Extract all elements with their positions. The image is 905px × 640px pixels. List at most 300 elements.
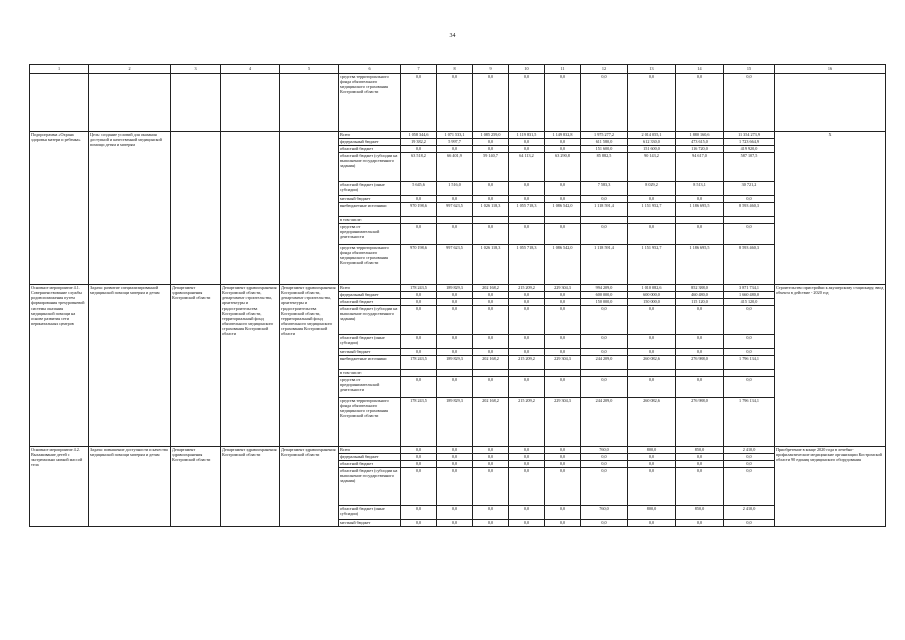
amount-cell: 0,0: [676, 349, 724, 356]
amount-cell: 1 796 134,1: [724, 356, 775, 370]
funding-source-label: Всего: [339, 447, 401, 454]
amount-cell: 0,0: [581, 454, 628, 461]
header-cell: 2: [89, 65, 171, 74]
amount-cell: 0,0: [628, 520, 676, 527]
header-cell: 7: [401, 65, 437, 74]
amount-cell: 0,0: [473, 468, 509, 506]
block-result-cell: X: [775, 132, 886, 285]
funding-source-label: средства территориального фонда обязательного медицинского страхования Костромской области: [339, 398, 401, 447]
amount-cell: [581, 370, 628, 377]
funding-source-label: Всего: [339, 132, 401, 139]
amount-cell: 0,0: [545, 454, 581, 461]
block-result-cell: Приобретение в конце 2020 года в лечебно-профилактические медицинские организации Костромской области 90 единиц медицинского оборудования: [775, 447, 886, 527]
funding-source-label: федеральный бюджет: [339, 292, 401, 299]
amount-cell: 0,0: [545, 377, 581, 398]
amount-cell: 0,0: [676, 454, 724, 461]
amount-cell: 0,0: [676, 74, 724, 132]
amount-cell: 64 113,2: [509, 153, 545, 182]
amount-cell: 151 600,0: [628, 146, 676, 153]
amount-cell: 0,0: [628, 335, 676, 349]
amount-cell: 244 209,0: [581, 356, 628, 370]
amount-cell: 0,0: [628, 454, 676, 461]
amount-cell: 0,0: [473, 447, 509, 454]
amount-cell: 0,0: [401, 506, 437, 520]
header-cell: 11: [545, 65, 581, 74]
amount-cell: 0,0: [473, 377, 509, 398]
amount-cell: 276 988,0: [676, 356, 724, 370]
amount-cell: 1 151 952,7: [628, 245, 676, 285]
page-number: 34: [449, 33, 456, 39]
amount-cell: 0,0: [581, 349, 628, 356]
amount-cell: 0,0: [676, 224, 724, 245]
table-row: [30, 447, 886, 454]
block-col5-cell: Департамент здравоохранения Костромской области, департамент строительства, архитектуры и градостроительства Костромской области, территориальный фонд обязательного медицинского страхования Костромской области: [280, 285, 339, 447]
amount-cell: [676, 370, 724, 377]
amount-cell: 850,0: [676, 506, 724, 520]
funding-source-label: федеральный бюджет: [339, 139, 401, 146]
amount-cell: 1 723 664,9: [724, 139, 775, 146]
amount-cell: 2 410,0: [724, 506, 775, 520]
amount-cell: 1 055 718,3: [509, 245, 545, 285]
amount-cell: 150 000,0: [628, 299, 676, 306]
amount-cell: 116 720,0: [676, 146, 724, 153]
table-row: [30, 74, 886, 132]
funding-source-label: местный бюджет: [339, 349, 401, 356]
amount-cell: 0,0: [628, 461, 676, 468]
amount-cell: 1 975 277,2: [581, 132, 628, 139]
amount-cell: 1 880 160,6: [676, 132, 724, 139]
amount-cell: 600 000,0: [581, 292, 628, 299]
amount-cell: 1 055 718,3: [509, 203, 545, 217]
amount-cell: 0,0: [473, 306, 509, 335]
amount-cell: 0,0: [724, 335, 775, 349]
block-col5-cell: [280, 132, 339, 285]
amount-cell: 1 186 695,5: [676, 245, 724, 285]
amount-cell: 178 243,5: [401, 285, 437, 292]
amount-cell: 0,0: [581, 468, 628, 506]
amount-cell: 0,0: [401, 292, 437, 299]
amount-cell: 30 721,2: [724, 182, 775, 196]
amount-cell: 0,0: [545, 292, 581, 299]
amount-cell: 0,0: [509, 461, 545, 468]
amount-cell: 1 660 480,0: [724, 292, 775, 299]
amount-cell: [473, 370, 509, 377]
amount-cell: 0,0: [437, 335, 473, 349]
amount-cell: 0,0: [509, 306, 545, 335]
amount-cell: 8 513,1: [676, 182, 724, 196]
funding-source-label: внебюджетные источники: [339, 356, 401, 370]
block-col1-cell: [30, 74, 89, 132]
amount-cell: 0,0: [545, 139, 581, 146]
funding-source-label: местный бюджет: [339, 196, 401, 203]
amount-cell: 0,0: [676, 520, 724, 527]
amount-cell: 8 593 460,3: [724, 203, 775, 217]
block-col2-cell: [89, 74, 171, 132]
amount-cell: 0,0: [628, 349, 676, 356]
amount-cell: 0,0: [724, 461, 775, 468]
amount-cell: 202 168,2: [473, 398, 509, 447]
header-cell: 6: [339, 65, 401, 74]
amount-cell: 11 354 273,9: [724, 132, 775, 139]
header-cell: 12: [581, 65, 628, 74]
amount-cell: [581, 217, 628, 224]
funding-source-label: Всего: [339, 285, 401, 292]
amount-cell: 63 290,8: [545, 153, 581, 182]
amount-cell: 215 209,2: [509, 285, 545, 292]
amount-cell: 0,0: [581, 74, 628, 132]
amount-cell: 0,0: [509, 349, 545, 356]
amount-cell: 94 617,0: [676, 153, 724, 182]
amount-cell: 1 151 952,7: [628, 203, 676, 217]
amount-cell: 0,0: [401, 468, 437, 506]
amount-cell: 994 209,0: [581, 285, 628, 292]
block-col2-cell: Цель: создание условий для оказания доступной и качественной медицинской помощи детям и матерям: [89, 132, 171, 285]
block-col5-cell: [280, 74, 339, 132]
amount-cell: [401, 370, 437, 377]
block-col3-cell: Департамент здравоохранения Костромской области: [171, 285, 221, 447]
amount-cell: 0,0: [509, 182, 545, 196]
amount-cell: 215 209,2: [509, 356, 545, 370]
block-result-cell: Строительство пристройки к акушерскому стационару, ввод объекта в действие - 2020 год: [775, 285, 886, 447]
amount-cell: 0,0: [473, 292, 509, 299]
block-col3-cell: Департамент здравоохранения Костромской области: [171, 447, 221, 527]
table-row: [30, 285, 886, 292]
amount-cell: 189 829,3: [437, 356, 473, 370]
budget-table: [29, 64, 886, 527]
amount-cell: 600 000,0: [628, 292, 676, 299]
amount-cell: 0,0: [401, 520, 437, 527]
amount-cell: 0,0: [509, 139, 545, 146]
amount-cell: 0,0: [724, 454, 775, 461]
amount-cell: 1 058 344,6: [401, 132, 437, 139]
table-header-row: [30, 65, 886, 74]
block-col1-cell: Основное мероприятие 4.1. Совершенствование службы родовспоможения путем формирования трехуровневой системы оказания медицинской помощи на основе развития сети перинатальных центров: [30, 285, 89, 447]
amount-cell: 0,0: [545, 196, 581, 203]
funding-source-label: областной бюджет (субсидии на выполнение государственного задания): [339, 153, 401, 182]
funding-source-label: областной бюджет: [339, 299, 401, 306]
amount-cell: 1 026 118,3: [473, 245, 509, 285]
amount-cell: 0,0: [473, 146, 509, 153]
amount-cell: [628, 217, 676, 224]
block-result-cell: [775, 74, 886, 132]
amount-cell: 0,0: [545, 224, 581, 245]
amount-cell: 1 796 134,1: [724, 398, 775, 447]
amount-cell: 0,0: [509, 506, 545, 520]
amount-cell: 0,0: [545, 506, 581, 520]
amount-cell: 0,0: [724, 224, 775, 245]
amount-cell: 0,0: [676, 306, 724, 335]
amount-cell: 0,0: [676, 468, 724, 506]
amount-cell: 1 010 082,6: [628, 285, 676, 292]
amount-cell: 0,0: [437, 454, 473, 461]
amount-cell: 0,0: [628, 468, 676, 506]
amount-cell: [628, 370, 676, 377]
header-cell: 10: [509, 65, 545, 74]
amount-cell: 0,0: [676, 461, 724, 468]
header-cell: 9: [473, 65, 509, 74]
amount-cell: 0,0: [724, 74, 775, 132]
header-cell: 3: [171, 65, 221, 74]
amount-cell: 2 410,0: [724, 447, 775, 454]
header-cell: 1: [30, 65, 89, 74]
header-cell: 14: [676, 65, 724, 74]
amount-cell: 0,0: [724, 349, 775, 356]
amount-cell: 0,0: [545, 74, 581, 132]
amount-cell: 760,0: [581, 447, 628, 454]
amount-cell: [545, 217, 581, 224]
amount-cell: 0,0: [545, 146, 581, 153]
amount-cell: 0,0: [545, 299, 581, 306]
amount-cell: 0,0: [473, 74, 509, 132]
amount-cell: [509, 217, 545, 224]
amount-cell: 0,0: [581, 520, 628, 527]
amount-cell: 150 000,0: [581, 299, 628, 306]
amount-cell: 0,0: [628, 306, 676, 335]
amount-cell: 0,0: [509, 146, 545, 153]
amount-cell: 850,0: [676, 447, 724, 454]
amount-cell: 800,0: [628, 447, 676, 454]
amount-cell: 0,0: [545, 468, 581, 506]
amount-cell: 229 304,3: [545, 398, 581, 447]
amount-cell: 0,0: [437, 349, 473, 356]
block-col2-cell: Задача: развитие специализированной медицинской помощи матерям и детям: [89, 285, 171, 447]
amount-cell: 0,0: [545, 306, 581, 335]
amount-cell: 0,0: [401, 461, 437, 468]
amount-cell: 0,0: [437, 224, 473, 245]
amount-cell: 0,0: [581, 224, 628, 245]
amount-cell: 189 829,3: [437, 285, 473, 292]
amount-cell: 5 997,7: [437, 139, 473, 146]
amount-cell: 0,0: [581, 335, 628, 349]
amount-cell: 970 198,6: [401, 245, 437, 285]
amount-cell: 612 330,0: [628, 139, 676, 146]
amount-cell: 66 401,9: [437, 153, 473, 182]
amount-cell: 189 829,3: [437, 398, 473, 447]
amount-cell: 0,0: [473, 506, 509, 520]
amount-cell: 0,0: [473, 299, 509, 306]
amount-cell: 63 518,2: [401, 153, 437, 182]
amount-cell: 0,0: [437, 74, 473, 132]
amount-cell: 0,0: [509, 74, 545, 132]
amount-cell: 5 645,6: [401, 182, 437, 196]
block-col2-cell: Задача: повышение доступности и качества медицинской помощи матерям и детям: [89, 447, 171, 527]
amount-cell: 229 304,3: [545, 356, 581, 370]
amount-cell: 8 029,2: [628, 182, 676, 196]
header-cell: 8: [437, 65, 473, 74]
header-cell: 15: [724, 65, 775, 74]
amount-cell: 0,0: [437, 146, 473, 153]
funding-source-label: в том числе:: [339, 217, 401, 224]
amount-cell: 202 168,2: [473, 285, 509, 292]
amount-cell: 90 143,2: [628, 153, 676, 182]
amount-cell: 0,0: [401, 377, 437, 398]
amount-cell: 0,0: [437, 520, 473, 527]
amount-cell: 178 243,5: [401, 356, 437, 370]
amount-cell: 0,0: [473, 454, 509, 461]
amount-cell: 800,0: [628, 506, 676, 520]
block-col1-cell: Основное мероприятие 4.2. Выхаживание детей с экстремально низкой массой тела: [30, 447, 89, 527]
amount-cell: [724, 217, 775, 224]
funding-source-label: местный бюджет: [339, 520, 401, 527]
amount-cell: 0,0: [401, 306, 437, 335]
amount-cell: 0,0: [401, 74, 437, 132]
amount-cell: 419 920,0: [724, 146, 775, 153]
amount-cell: 1 026 118,3: [473, 203, 509, 217]
amount-cell: 0,0: [545, 520, 581, 527]
amount-cell: 0,0: [509, 520, 545, 527]
amount-cell: 0,0: [676, 377, 724, 398]
amount-cell: 0,0: [401, 335, 437, 349]
amount-cell: 0,0: [473, 139, 509, 146]
amount-cell: 0,0: [724, 468, 775, 506]
amount-cell: 0,0: [628, 74, 676, 132]
amount-cell: 0,0: [437, 506, 473, 520]
amount-cell: 473 615,0: [676, 139, 724, 146]
amount-cell: 0,0: [545, 461, 581, 468]
amount-cell: 0,0: [509, 468, 545, 506]
amount-cell: 0,0: [401, 146, 437, 153]
amount-cell: 178 243,5: [401, 398, 437, 447]
amount-cell: 229 304,3: [545, 285, 581, 292]
amount-cell: 1 086 542,0: [545, 203, 581, 217]
amount-cell: [437, 370, 473, 377]
funding-source-label: средства от предпринимательской деятельности: [339, 377, 401, 398]
funding-source-label: областной бюджет: [339, 146, 401, 153]
amount-cell: 0,0: [581, 461, 628, 468]
amount-cell: 0,0: [628, 196, 676, 203]
funding-source-label: средства территориального фонда обязательного медицинского страхования Костромской области: [339, 74, 401, 132]
amount-cell: 260 082,6: [628, 398, 676, 447]
amount-cell: 0,0: [473, 224, 509, 245]
amount-cell: 0,0: [581, 306, 628, 335]
amount-cell: 0,0: [509, 299, 545, 306]
amount-cell: [509, 370, 545, 377]
funding-source-label: областной бюджет (иные субсидии): [339, 506, 401, 520]
header-cell: 5: [280, 65, 339, 74]
amount-cell: 0,0: [473, 182, 509, 196]
amount-cell: 0,0: [473, 520, 509, 527]
block-col4-cell: [221, 74, 280, 132]
amount-cell: [676, 217, 724, 224]
amount-cell: [401, 217, 437, 224]
amount-cell: 0,0: [437, 461, 473, 468]
amount-cell: 0,0: [401, 349, 437, 356]
amount-cell: 0,0: [581, 377, 628, 398]
block-col4-cell: Департамент здравоохранения Костромской области, департамент строительства, архитектуры и градостроительства Костромской области, территориальный фонд обязательного медицинского страхования Костромской области: [221, 285, 280, 447]
amount-cell: 0,0: [437, 299, 473, 306]
amount-cell: 0,0: [545, 447, 581, 454]
funding-source-label: федеральный бюджет: [339, 454, 401, 461]
amount-cell: 0,0: [545, 182, 581, 196]
funding-source-label: средства территориального фонда обязательного медицинского страхования Костромской области: [339, 245, 401, 285]
amount-cell: 0,0: [628, 224, 676, 245]
amount-cell: 997 623,5: [437, 203, 473, 217]
funding-source-label: областной бюджет (иные субсидии): [339, 335, 401, 349]
amount-cell: 1 119 831,5: [509, 132, 545, 139]
amount-cell: 0,0: [401, 447, 437, 454]
amount-cell: 0,0: [676, 196, 724, 203]
amount-cell: 0,0: [509, 447, 545, 454]
amount-cell: 0,0: [437, 196, 473, 203]
amount-cell: 1 118 591,4: [581, 203, 628, 217]
block-col3-cell: [171, 132, 221, 285]
amount-cell: 997 623,5: [437, 245, 473, 285]
amount-cell: 611 580,0: [581, 139, 628, 146]
amount-cell: 0,0: [509, 292, 545, 299]
amount-cell: 0,0: [581, 196, 628, 203]
table-row: [30, 132, 886, 139]
amount-cell: 1 086 542,0: [545, 245, 581, 285]
amount-cell: 0,0: [509, 335, 545, 349]
amount-cell: 0,0: [473, 461, 509, 468]
amount-cell: 115 120,0: [676, 299, 724, 306]
funding-source-label: областной бюджет (субсидии на выполнение государственного задания): [339, 306, 401, 335]
amount-cell: 59 140,7: [473, 153, 509, 182]
amount-cell: 0,0: [473, 335, 509, 349]
amount-cell: 19 382,2: [401, 139, 437, 146]
amount-cell: 85 882,5: [581, 153, 628, 182]
amount-cell: 8 593 460,3: [724, 245, 775, 285]
amount-cell: 0,0: [437, 377, 473, 398]
funding-source-label: средства от предпринимательской деятельности: [339, 224, 401, 245]
amount-cell: 7 583,3: [581, 182, 628, 196]
amount-cell: 0,0: [509, 454, 545, 461]
block-col3-cell: [171, 74, 221, 132]
amount-cell: 970 198,6: [401, 203, 437, 217]
amount-cell: 852 388,0: [676, 285, 724, 292]
amount-cell: 0,0: [437, 447, 473, 454]
header-cell: 13: [628, 65, 676, 74]
amount-cell: 0,0: [437, 292, 473, 299]
funding-source-label: внебюджетные источники: [339, 203, 401, 217]
block-col5-cell: Департамент здравоохранения Костромской области: [280, 447, 339, 527]
block-col4-cell: [221, 132, 280, 285]
amount-cell: 2 014 055,1: [628, 132, 676, 139]
amount-cell: 0,0: [724, 196, 775, 203]
amount-cell: 0,0: [628, 377, 676, 398]
amount-cell: 202 168,2: [473, 356, 509, 370]
amount-cell: 0,0: [724, 306, 775, 335]
amount-cell: 1 118 591,4: [581, 245, 628, 285]
amount-cell: 0,0: [401, 299, 437, 306]
amount-cell: 0,0: [401, 224, 437, 245]
amount-cell: 151 600,0: [581, 146, 628, 153]
amount-cell: 0,0: [437, 306, 473, 335]
amount-cell: 415 120,0: [724, 299, 775, 306]
amount-cell: 460 480,0: [676, 292, 724, 299]
amount-cell: 1 149 832,8: [545, 132, 581, 139]
amount-cell: 1 085 259,0: [473, 132, 509, 139]
amount-cell: 215 209,2: [509, 398, 545, 447]
block-col1-cell: Подпрограмма «Охрана здоровья матери и ребенка»: [30, 132, 89, 285]
funding-source-label: областной бюджет (субсидии на выполнение государственного задания): [339, 468, 401, 506]
amount-cell: 0,0: [509, 196, 545, 203]
amount-cell: 0,0: [437, 468, 473, 506]
amount-cell: 0,0: [509, 377, 545, 398]
amount-cell: 0,0: [509, 224, 545, 245]
amount-cell: 0,0: [676, 335, 724, 349]
amount-cell: 0,0: [401, 454, 437, 461]
amount-cell: 0,0: [724, 520, 775, 527]
amount-cell: 0,0: [724, 377, 775, 398]
amount-cell: 1 516,0: [437, 182, 473, 196]
block-col4-cell: Департамент здравоохранения Костромской области: [221, 447, 280, 527]
header-cell: 4: [221, 65, 280, 74]
amount-cell: 276 988,0: [676, 398, 724, 447]
amount-cell: 0,0: [473, 349, 509, 356]
amount-cell: 760,0: [581, 506, 628, 520]
amount-cell: 1 186 695,5: [676, 203, 724, 217]
